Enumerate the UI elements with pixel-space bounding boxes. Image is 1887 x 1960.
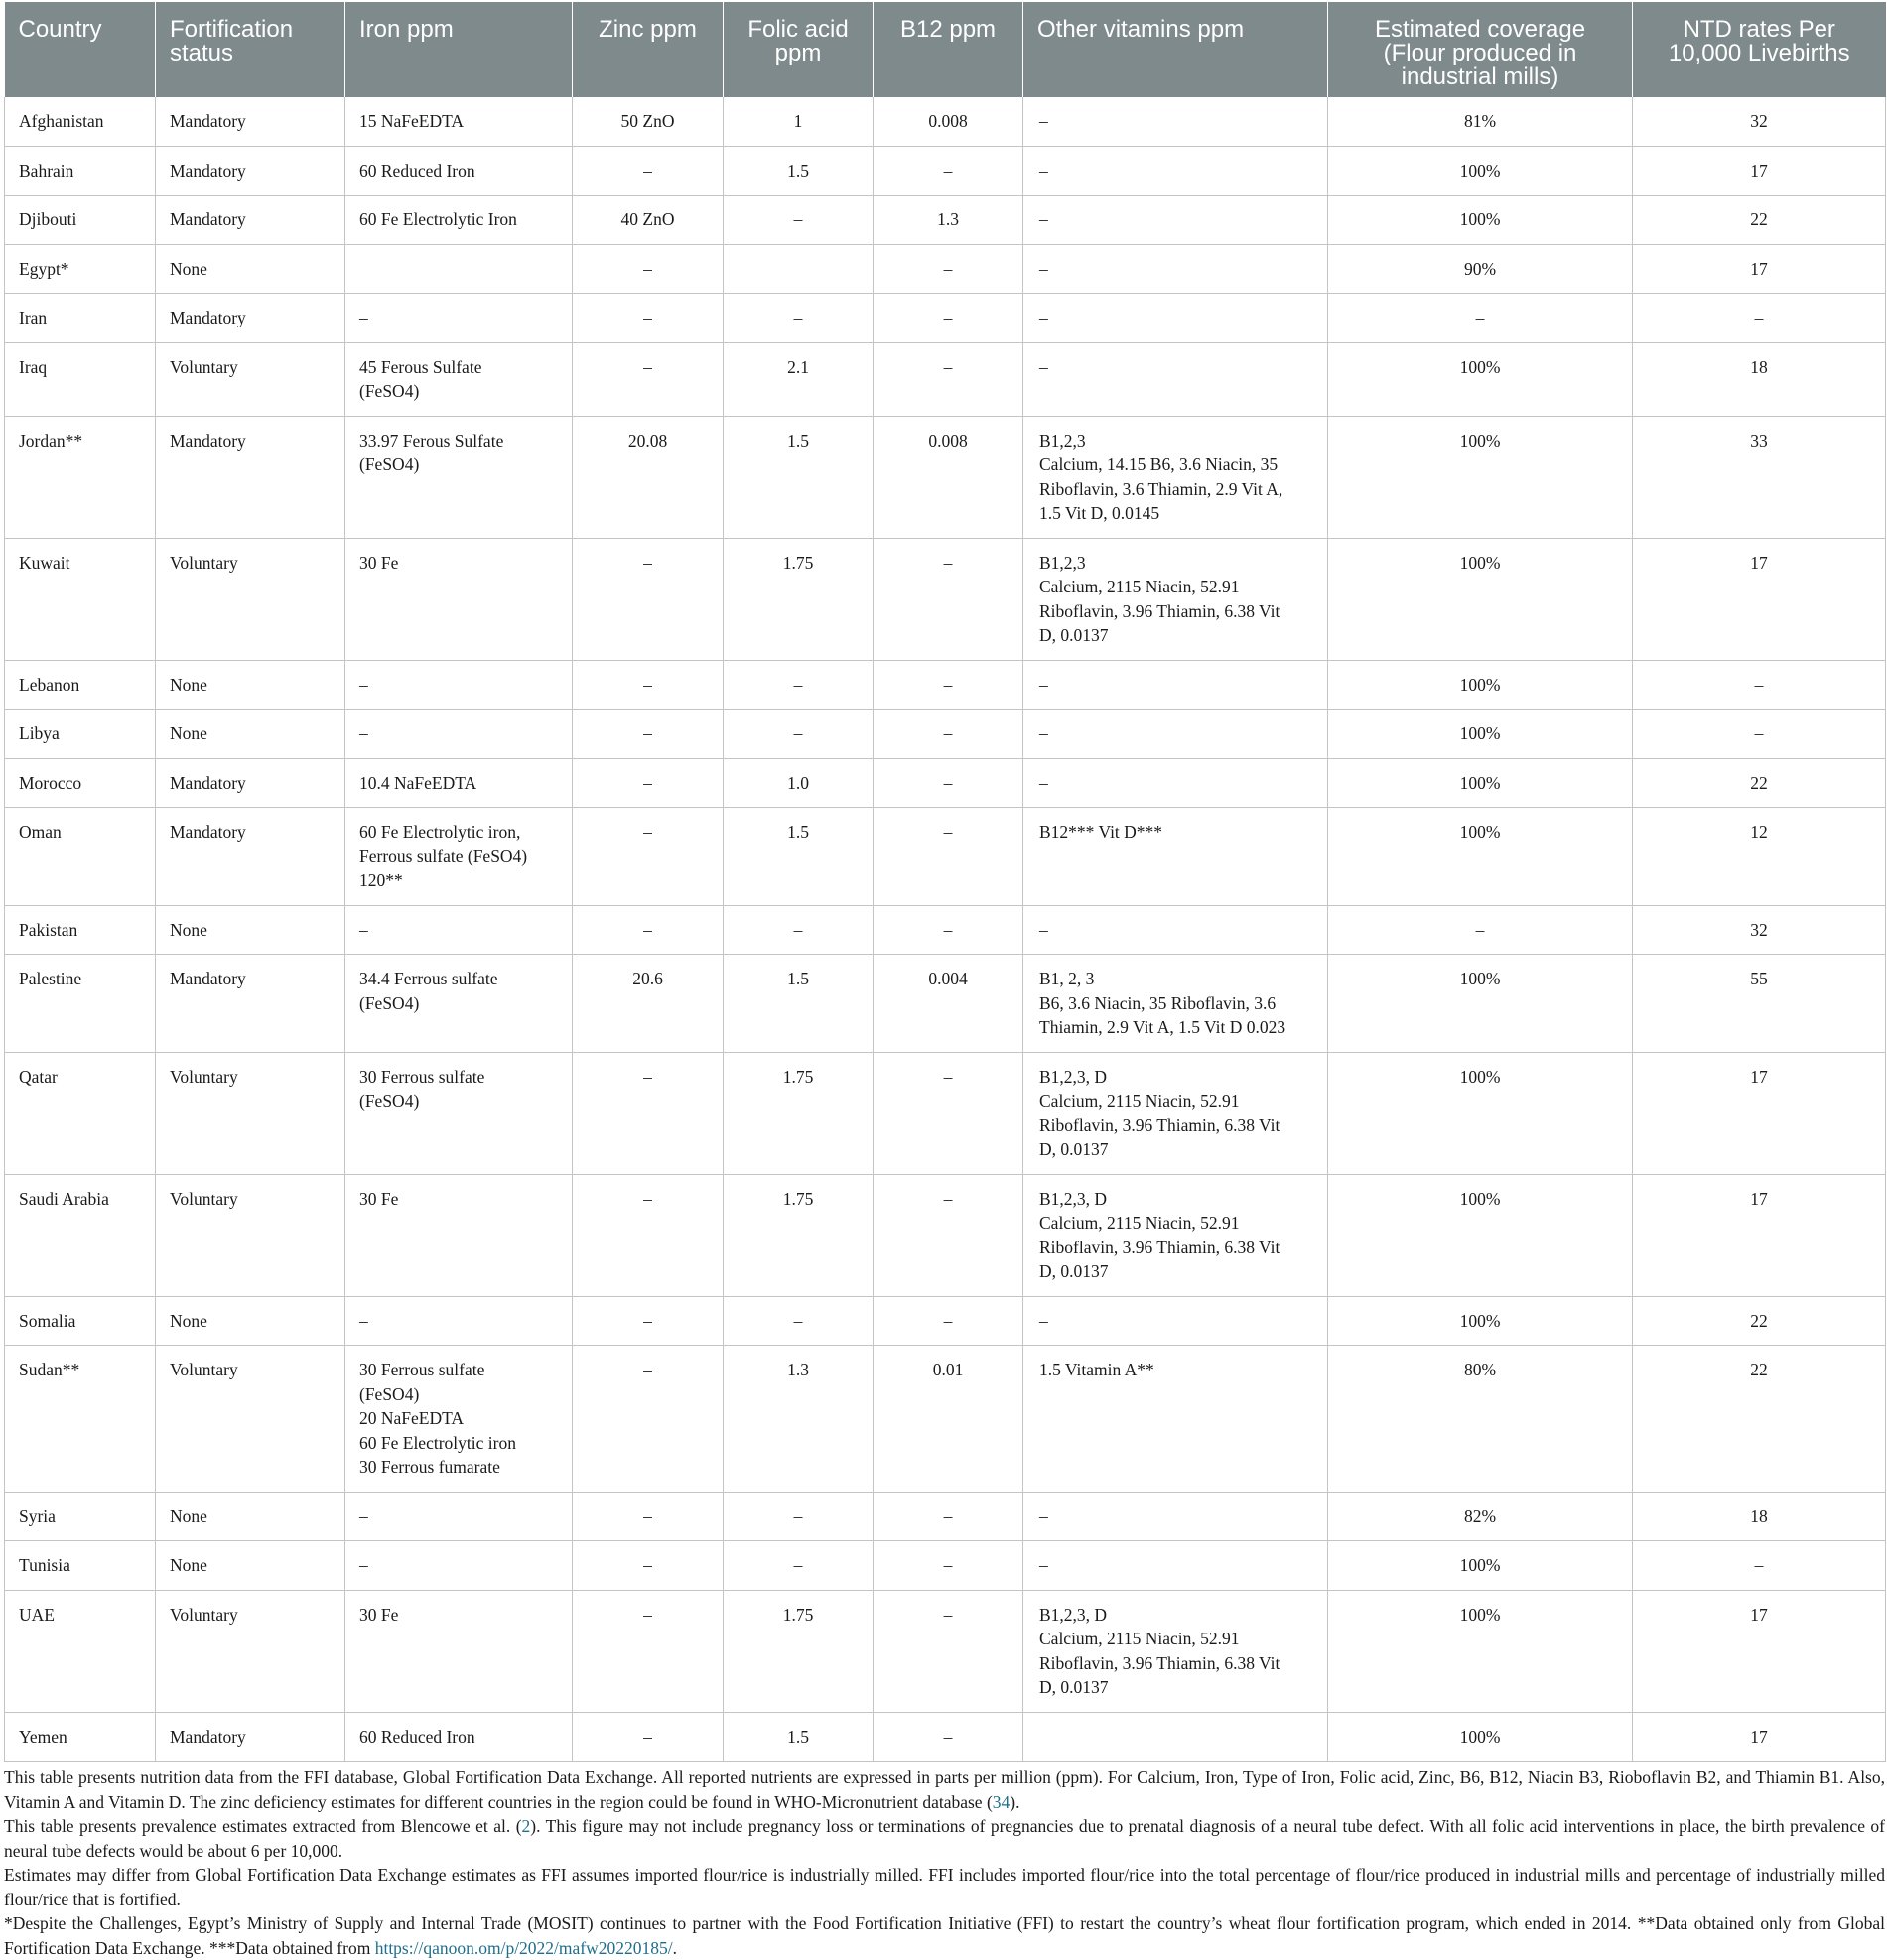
qanoon-link[interactable]: https://qanoon.om/p/2022/mafw20220185/	[374, 1937, 673, 1958]
header-fortification-status: Fortification status	[156, 2, 345, 97]
cell-fortification-status: Voluntary	[156, 1590, 345, 1712]
cell-zinc-ppm: –	[573, 1296, 724, 1346]
fortification-table	[4, 2, 1886, 1762]
cell-country: Afghanistan	[5, 97, 156, 146]
cell-iron-ppm: 60 Fe Electrolytic iron, Ferrous sulfate (FeSO4) 120**	[345, 808, 573, 906]
cell-iron-ppm: 30 Ferrous sulfate (FeSO4)	[345, 1052, 573, 1174]
cell-zinc-ppm: –	[573, 660, 724, 710]
cell-estimated-coverage: 100%	[1328, 1296, 1633, 1346]
cell-iron-ppm: 15 NaFeEDTA	[345, 97, 573, 146]
table-row	[5, 660, 1886, 710]
cell-zinc-ppm: –	[573, 808, 724, 906]
footnote-1-end: ).	[1010, 1791, 1020, 1812]
cell-b12-ppm: –	[874, 1590, 1023, 1712]
cell-folic-acid-ppm: 1.3	[724, 1346, 874, 1493]
cell-country: Saudi Arabia	[5, 1174, 156, 1296]
cell-zinc-ppm: –	[573, 1492, 724, 1541]
cell-estimated-coverage: 100%	[1328, 955, 1633, 1053]
table-row	[5, 1712, 1886, 1762]
cell-ntd-rate: 55	[1633, 955, 1886, 1053]
cell-iron-ppm: –	[345, 905, 573, 955]
cell-estimated-coverage: 80%	[1328, 1346, 1633, 1493]
cell-fortification-status: Mandatory	[156, 808, 345, 906]
cell-b12-ppm: –	[874, 710, 1023, 759]
cell-other-vitamins-ppm: B1,2,3 Calcium, 2115 Niacin, 52.91 Riboflavin, 3.96 Thiamin, 6.38 Vit D, 0.0137	[1023, 538, 1328, 660]
cell-country: UAE	[5, 1590, 156, 1712]
table-row	[5, 1492, 1886, 1541]
cell-estimated-coverage: 100%	[1328, 342, 1633, 416]
cell-estimated-coverage: 100%	[1328, 1712, 1633, 1762]
cell-folic-acid-ppm: –	[724, 710, 874, 759]
cell-estimated-coverage: 90%	[1328, 244, 1633, 294]
cell-b12-ppm: –	[874, 342, 1023, 416]
cell-b12-ppm: –	[874, 1052, 1023, 1174]
cell-country: Oman	[5, 808, 156, 906]
table-header	[5, 2, 1886, 97]
cell-folic-acid-ppm: 1.5	[724, 416, 874, 538]
cell-estimated-coverage: 100%	[1328, 1174, 1633, 1296]
table-row	[5, 1346, 1886, 1493]
header-estimated-coverage: Estimated coverage (Flour produced in industrial mills)	[1328, 2, 1633, 97]
cell-fortification-status: Voluntary	[156, 538, 345, 660]
cell-zinc-ppm: 40 ZnO	[573, 196, 724, 245]
table-row	[5, 808, 1886, 906]
cell-other-vitamins-ppm: –	[1023, 97, 1328, 146]
cell-fortification-status: Mandatory	[156, 97, 345, 146]
cell-ntd-rate: 32	[1633, 905, 1886, 955]
header-zinc-ppm: Zinc ppm	[573, 2, 724, 97]
cell-zinc-ppm: –	[573, 1590, 724, 1712]
cell-fortification-status: None	[156, 1492, 345, 1541]
cell-country: Egypt*	[5, 244, 156, 294]
cell-zinc-ppm: –	[573, 758, 724, 808]
table-row	[5, 905, 1886, 955]
cell-folic-acid-ppm: –	[724, 1492, 874, 1541]
cell-iron-ppm: –	[345, 1541, 573, 1591]
header-folic-acid-ppm: Folic acid ppm	[724, 2, 874, 97]
cell-iron-ppm: –	[345, 1296, 573, 1346]
cell-ntd-rate: 12	[1633, 808, 1886, 906]
cell-country: Iran	[5, 294, 156, 343]
cell-country: Kuwait	[5, 538, 156, 660]
cell-other-vitamins-ppm: –	[1023, 1296, 1328, 1346]
cell-iron-ppm: 30 Fe	[345, 1590, 573, 1712]
cell-fortification-status: Mandatory	[156, 416, 345, 538]
cell-other-vitamins-ppm: –	[1023, 660, 1328, 710]
header-b12-ppm: B12 ppm	[874, 2, 1023, 97]
cell-folic-acid-ppm: 1.5	[724, 1712, 874, 1762]
cell-other-vitamins-ppm: B1,2,3, D Calcium, 2115 Niacin, 52.91 Riboflavin, 3.96 Thiamin, 6.38 Vit D, 0.0137	[1023, 1052, 1328, 1174]
cell-iron-ppm: 45 Ferous Sulfate (FeSO4)	[345, 342, 573, 416]
table-row	[5, 244, 1886, 294]
cell-country: Djibouti	[5, 196, 156, 245]
cell-b12-ppm: 0.01	[874, 1346, 1023, 1493]
cell-other-vitamins-ppm	[1023, 1712, 1328, 1762]
cell-zinc-ppm: –	[573, 1174, 724, 1296]
cell-ntd-rate: 18	[1633, 342, 1886, 416]
footnote-4	[4, 1911, 1885, 1960]
cell-folic-acid-ppm: –	[724, 196, 874, 245]
reference-34-link[interactable]: 34	[992, 1791, 1011, 1812]
cell-ntd-rate: 17	[1633, 1174, 1886, 1296]
cell-iron-ppm: 60 Reduced Iron	[345, 1712, 573, 1762]
cell-estimated-coverage: 81%	[1328, 97, 1633, 146]
footnote-1	[4, 1765, 1885, 1814]
cell-b12-ppm: –	[874, 244, 1023, 294]
cell-b12-ppm: –	[874, 808, 1023, 906]
cell-iron-ppm: 60 Fe Electrolytic Iron	[345, 196, 573, 245]
cell-zinc-ppm: –	[573, 1541, 724, 1591]
table-row	[5, 294, 1886, 343]
cell-iron-ppm: –	[345, 710, 573, 759]
cell-folic-acid-ppm: 1.5	[724, 808, 874, 906]
cell-estimated-coverage: 100%	[1328, 538, 1633, 660]
cell-estimated-coverage: 100%	[1328, 1541, 1633, 1591]
cell-fortification-status: Voluntary	[156, 1346, 345, 1493]
cell-ntd-rate: 17	[1633, 538, 1886, 660]
cell-country: Libya	[5, 710, 156, 759]
footnote-4-text: *Despite the Challenges, Egypt’s Ministry of Supply and Internal Trade (MOSIT) continues to partner with the Food Fortification Initiative (FFI) to restart the country’s wheat flour fortification program, which ended in 2014. **Data obtained only from Global Fortification Data Exchange. ***Data obtained from	[4, 1913, 1885, 1958]
cell-other-vitamins-ppm: –	[1023, 294, 1328, 343]
footnote-3: Estimates may differ from Global Fortification Data Exchange estimates as FFI assumes imported flour/rice is industrially milled. FFI includes imported flour/rice into the total percentage of flour/rice produced in industrial mills and percentage of industrially milled flour/rice that is fortified.	[4, 1865, 1885, 1909]
cell-zinc-ppm: –	[573, 1712, 724, 1762]
cell-ntd-rate: –	[1633, 294, 1886, 343]
header-other-vitamins-ppm: Other vitamins ppm	[1023, 2, 1328, 97]
cell-ntd-rate: –	[1633, 710, 1886, 759]
footnote-2	[4, 1814, 1885, 1863]
cell-folic-acid-ppm	[724, 244, 874, 294]
header-country: Country	[5, 2, 156, 97]
cell-iron-ppm: 30 Fe	[345, 538, 573, 660]
cell-folic-acid-ppm: 1.75	[724, 538, 874, 660]
cell-iron-ppm: 33.97 Ferous Sulfate (FeSO4)	[345, 416, 573, 538]
cell-iron-ppm: –	[345, 1492, 573, 1541]
cell-ntd-rate: 32	[1633, 97, 1886, 146]
cell-ntd-rate: –	[1633, 1541, 1886, 1591]
cell-other-vitamins-ppm: –	[1023, 710, 1328, 759]
cell-b12-ppm: –	[874, 1541, 1023, 1591]
table-row	[5, 1296, 1886, 1346]
cell-fortification-status: None	[156, 1541, 345, 1591]
cell-other-vitamins-ppm: –	[1023, 1492, 1328, 1541]
cell-country: Iraq	[5, 342, 156, 416]
cell-country: Sudan**	[5, 1346, 156, 1493]
cell-country: Qatar	[5, 1052, 156, 1174]
cell-fortification-status: None	[156, 660, 345, 710]
cell-other-vitamins-ppm: B1,2,3, D Calcium, 2115 Niacin, 52.91 Riboflavin, 3.96 Thiamin, 6.38 Vit D, 0.0137	[1023, 1174, 1328, 1296]
cell-iron-ppm: –	[345, 294, 573, 343]
cell-estimated-coverage: 100%	[1328, 660, 1633, 710]
cell-other-vitamins-ppm: 1.5 Vitamin A**	[1023, 1346, 1328, 1493]
cell-other-vitamins-ppm: –	[1023, 758, 1328, 808]
cell-estimated-coverage: 100%	[1328, 1590, 1633, 1712]
cell-estimated-coverage: 100%	[1328, 1052, 1633, 1174]
cell-iron-ppm: 10.4 NaFeEDTA	[345, 758, 573, 808]
cell-ntd-rate: 18	[1633, 1492, 1886, 1541]
table-row	[5, 1541, 1886, 1591]
header-ntd-rates: NTD rates Per 10,000 Livebirths	[1633, 2, 1886, 97]
cell-fortification-status: Mandatory	[156, 196, 345, 245]
cell-other-vitamins-ppm: B1,2,3, D Calcium, 2115 Niacin, 52.91 Riboflavin, 3.96 Thiamin, 6.38 Vit D, 0.0137	[1023, 1590, 1328, 1712]
cell-country: Morocco	[5, 758, 156, 808]
cell-ntd-rate: –	[1633, 660, 1886, 710]
cell-b12-ppm: –	[874, 905, 1023, 955]
cell-b12-ppm: 0.008	[874, 97, 1023, 146]
cell-ntd-rate: 33	[1633, 416, 1886, 538]
table-row	[5, 1174, 1886, 1296]
cell-fortification-status: Mandatory	[156, 758, 345, 808]
table-row	[5, 416, 1886, 538]
cell-other-vitamins-ppm: B12*** Vit D***	[1023, 808, 1328, 906]
table-row	[5, 758, 1886, 808]
cell-b12-ppm: –	[874, 538, 1023, 660]
cell-country: Somalia	[5, 1296, 156, 1346]
cell-zinc-ppm: –	[573, 1052, 724, 1174]
cell-zinc-ppm: –	[573, 905, 724, 955]
cell-zinc-ppm: –	[573, 538, 724, 660]
cell-folic-acid-ppm: –	[724, 905, 874, 955]
cell-b12-ppm: 0.008	[874, 416, 1023, 538]
table-row	[5, 196, 1886, 245]
footnote-2-text: This table presents prevalence estimates extracted from Blencowe et al. (	[4, 1816, 522, 1836]
cell-b12-ppm: –	[874, 294, 1023, 343]
header-row	[5, 2, 1886, 97]
cell-fortification-status: Voluntary	[156, 342, 345, 416]
cell-b12-ppm: –	[874, 758, 1023, 808]
cell-folic-acid-ppm: –	[724, 1541, 874, 1591]
cell-zinc-ppm: –	[573, 1346, 724, 1493]
cell-folic-acid-ppm: –	[724, 660, 874, 710]
cell-folic-acid-ppm: 1.75	[724, 1174, 874, 1296]
cell-estimated-coverage: 100%	[1328, 808, 1633, 906]
cell-estimated-coverage: 100%	[1328, 146, 1633, 196]
table-row	[5, 146, 1886, 196]
cell-zinc-ppm: –	[573, 710, 724, 759]
table-row	[5, 955, 1886, 1053]
cell-b12-ppm: 0.004	[874, 955, 1023, 1053]
cell-fortification-status: None	[156, 710, 345, 759]
cell-fortification-status: None	[156, 1296, 345, 1346]
table-container	[4, 2, 1885, 1960]
cell-b12-ppm: 1.3	[874, 196, 1023, 245]
cell-ntd-rate: 17	[1633, 1712, 1886, 1762]
footnote-2-end: ). This figure may not include pregnancy loss or terminations of pregnancies due to prenatal diagnosis of a neural tube defect. With all folic acid interventions in place, the birth prevalence of neural tube defects would be about 6 per 10,000.	[4, 1816, 1885, 1861]
cell-zinc-ppm: –	[573, 244, 724, 294]
cell-b12-ppm: –	[874, 660, 1023, 710]
cell-b12-ppm: –	[874, 1296, 1023, 1346]
cell-b12-ppm: –	[874, 1712, 1023, 1762]
cell-iron-ppm: 60 Reduced Iron	[345, 146, 573, 196]
cell-other-vitamins-ppm: –	[1023, 196, 1328, 245]
cell-iron-ppm: 30 Fe	[345, 1174, 573, 1296]
cell-zinc-ppm: –	[573, 294, 724, 343]
table-row	[5, 538, 1886, 660]
cell-country: Palestine	[5, 955, 156, 1053]
cell-country: Tunisia	[5, 1541, 156, 1591]
cell-b12-ppm: –	[874, 146, 1023, 196]
cell-ntd-rate: 17	[1633, 146, 1886, 196]
cell-other-vitamins-ppm: –	[1023, 342, 1328, 416]
cell-estimated-coverage: 100%	[1328, 710, 1633, 759]
footnote-4-end: .	[672, 1937, 677, 1958]
cell-zinc-ppm: 20.08	[573, 416, 724, 538]
table-row	[5, 342, 1886, 416]
cell-ntd-rate: 22	[1633, 758, 1886, 808]
cell-fortification-status: Voluntary	[156, 1174, 345, 1296]
cell-country: Lebanon	[5, 660, 156, 710]
table-footnotes	[4, 1765, 1885, 1960]
cell-country: Jordan**	[5, 416, 156, 538]
cell-fortification-status: Mandatory	[156, 955, 345, 1053]
cell-fortification-status: Mandatory	[156, 1712, 345, 1762]
cell-zinc-ppm: 20.6	[573, 955, 724, 1053]
cell-other-vitamins-ppm: –	[1023, 244, 1328, 294]
cell-zinc-ppm: –	[573, 146, 724, 196]
cell-folic-acid-ppm: –	[724, 294, 874, 343]
cell-fortification-status: Mandatory	[156, 146, 345, 196]
cell-fortification-status: Mandatory	[156, 294, 345, 343]
cell-other-vitamins-ppm: B1, 2, 3 B6, 3.6 Niacin, 35 Riboflavin, 3.6 Thiamin, 2.9 Vit A, 1.5 Vit D 0.023	[1023, 955, 1328, 1053]
cell-fortification-status: None	[156, 905, 345, 955]
cell-ntd-rate: 22	[1633, 1296, 1886, 1346]
cell-folic-acid-ppm: 1	[724, 97, 874, 146]
cell-zinc-ppm: –	[573, 342, 724, 416]
cell-estimated-coverage: 100%	[1328, 758, 1633, 808]
cell-country: Pakistan	[5, 905, 156, 955]
cell-estimated-coverage: 100%	[1328, 416, 1633, 538]
cell-folic-acid-ppm: 1.0	[724, 758, 874, 808]
reference-2-link[interactable]: 2	[521, 1816, 531, 1836]
cell-iron-ppm	[345, 244, 573, 294]
cell-ntd-rate: 17	[1633, 244, 1886, 294]
cell-fortification-status: Voluntary	[156, 1052, 345, 1174]
cell-country: Yemen	[5, 1712, 156, 1762]
cell-estimated-coverage: 82%	[1328, 1492, 1633, 1541]
header-iron-ppm: Iron ppm	[345, 2, 573, 97]
cell-folic-acid-ppm: 2.1	[724, 342, 874, 416]
cell-folic-acid-ppm: 1.5	[724, 146, 874, 196]
cell-other-vitamins-ppm: –	[1023, 905, 1328, 955]
cell-country: Bahrain	[5, 146, 156, 196]
cell-estimated-coverage: –	[1328, 905, 1633, 955]
cell-iron-ppm: –	[345, 660, 573, 710]
cell-other-vitamins-ppm: –	[1023, 146, 1328, 196]
cell-folic-acid-ppm: 1.75	[724, 1590, 874, 1712]
cell-country: Syria	[5, 1492, 156, 1541]
table-row	[5, 1052, 1886, 1174]
cell-folic-acid-ppm: –	[724, 1296, 874, 1346]
cell-ntd-rate: 22	[1633, 196, 1886, 245]
cell-estimated-coverage: –	[1328, 294, 1633, 343]
cell-folic-acid-ppm: 1.75	[724, 1052, 874, 1174]
cell-fortification-status: None	[156, 244, 345, 294]
cell-estimated-coverage: 100%	[1328, 196, 1633, 245]
table-row	[5, 1590, 1886, 1712]
table-row	[5, 97, 1886, 146]
cell-iron-ppm: 34.4 Ferrous sulfate (FeSO4)	[345, 955, 573, 1053]
cell-b12-ppm: –	[874, 1492, 1023, 1541]
cell-folic-acid-ppm: 1.5	[724, 955, 874, 1053]
cell-ntd-rate: 17	[1633, 1052, 1886, 1174]
footnote-1-text: This table presents nutrition data from the FFI database, Global Fortification Data Exchange. All reported nutrients are expressed in parts per million (ppm). For Calcium, Iron, Type of Iron, Folic acid, Zinc, B6, B12, Niacin B3, Rioboflavin B2, and Thiamin B1. Also, Vitamin A and Vitamin D. The zinc deficiency estimates for different countries in the region could be found in WHO-Micronutrient database (	[4, 1767, 1885, 1812]
cell-other-vitamins-ppm: –	[1023, 1541, 1328, 1591]
cell-ntd-rate: 17	[1633, 1590, 1886, 1712]
cell-iron-ppm: 30 Ferrous sulfate (FeSO4) 20 NaFeEDTA 60 Fe Electrolytic iron 30 Ferrous fumarate	[345, 1346, 573, 1493]
cell-b12-ppm: –	[874, 1174, 1023, 1296]
cell-zinc-ppm: 50 ZnO	[573, 97, 724, 146]
table-body	[5, 97, 1886, 1762]
cell-other-vitamins-ppm: B1,2,3 Calcium, 14.15 B6, 3.6 Niacin, 35 Riboflavin, 3.6 Thiamin, 2.9 Vit A, 1.5 Vit D, 0.0145	[1023, 416, 1328, 538]
table-row	[5, 710, 1886, 759]
cell-ntd-rate: 22	[1633, 1346, 1886, 1493]
